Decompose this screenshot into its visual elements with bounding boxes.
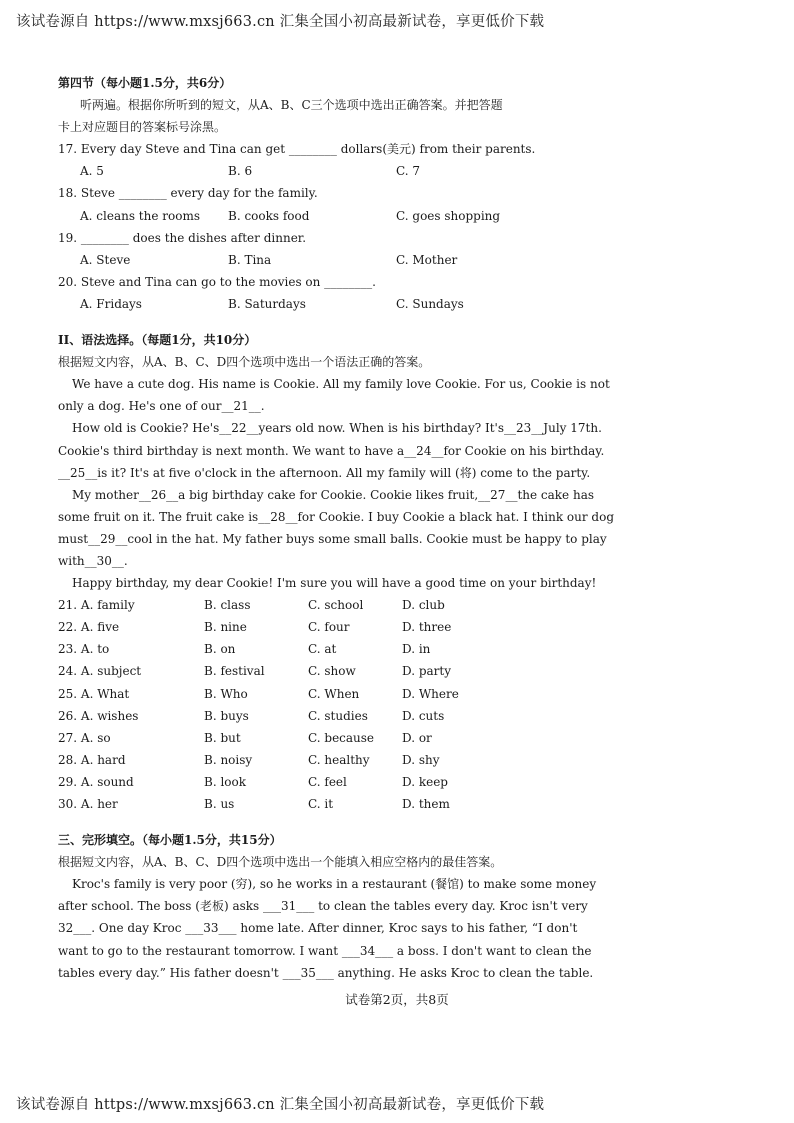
section2-heading: II、语法选择。（每题1分，共10分）: [58, 333, 257, 348]
source-banner-bottom: 该试卷源自 https://www.mxsj663.cn 汇集全国小初高最新试卷，享更低价下载: [16, 1097, 545, 1113]
option-a: 24. A. subject: [58, 664, 142, 679]
passage-line: after school. The boss (老板) asks ___31___ to clean the tables every day. Kroc isn't very: [58, 899, 588, 914]
passage-line: with__30__.: [58, 553, 128, 568]
option-row-30: [58, 793, 558, 815]
section4-question-17: [58, 138, 558, 182]
question-stem: 20. Steve and Tina can go to the movies on ________.: [58, 274, 376, 289]
option-c: C. goes shopping: [396, 208, 501, 223]
passage-line: tables every day.” His father doesn't ___35___ anything. He asks Kroc to clean the table.: [58, 965, 594, 980]
question-options: [58, 160, 558, 182]
passage-line: want to go to the restaurant tomorrow. I want ___34___ a boss. I don't want to clean the: [58, 943, 592, 958]
option-c: C. Sundays: [396, 296, 464, 311]
grammar-options: [58, 594, 558, 815]
passage-line: We have a cute dog. His name is Cookie. All my family love Cookie. For us, Cookie is not: [72, 377, 610, 392]
option-a: A. Steve: [80, 252, 131, 267]
section-gap: [58, 815, 558, 829]
option-a: 26. A. wishes: [58, 708, 139, 723]
option-b: B. Saturdays: [228, 296, 306, 311]
option-b: B. 6: [228, 164, 253, 179]
option-c: C. it: [308, 797, 334, 811]
page-number: 试卷第2页，共8页: [345, 992, 449, 1007]
option-b: B. Tina: [228, 252, 272, 267]
option-b: B. noisy: [204, 752, 253, 767]
option-c: C. because: [308, 730, 375, 745]
option-c: C. healthy: [308, 752, 370, 767]
section4-instruction-line2: 卡上对应题目的答案标号涂黑。: [58, 120, 227, 135]
option-d: D. shy: [402, 752, 440, 767]
section4-heading: 第四节（每小题1.5分，共6分）: [58, 76, 232, 90]
option-a: A. 5: [80, 164, 104, 179]
option-a: 21. A. family: [58, 598, 135, 613]
section4-question-19: [58, 227, 558, 271]
section4-question-18: [58, 182, 558, 226]
option-a: 23. A. to: [58, 642, 110, 657]
option-d: D. or: [402, 730, 432, 745]
option-d: D. club: [402, 598, 445, 613]
option-d: D. cuts: [402, 708, 445, 723]
option-d: D. keep: [402, 774, 448, 789]
option-b: B. Who: [204, 686, 248, 701]
option-a: 25. A. What: [58, 686, 130, 701]
passage-line: Happy birthday, my dear Cookie! I'm sure you will have a good time on your birthday!: [72, 576, 597, 591]
question-stem: 19. ________ does the dishes after dinner.: [58, 230, 307, 245]
passage-line: My mother__26__a big birthday cake for Cookie. Cookie likes fruit,__27__the cake has: [72, 487, 595, 502]
passage-line: Cookie's third birthday is next month. We want to have a__24__for Cookie on his birthday.: [58, 443, 605, 458]
option-d: D. Where: [402, 686, 459, 701]
option-row-22: [58, 616, 558, 638]
option-c: C. school: [308, 598, 364, 613]
option-row-28: [58, 749, 558, 771]
option-c: C. at: [308, 642, 337, 657]
option-b: B. but: [204, 730, 241, 745]
option-b: B. festival: [204, 664, 265, 679]
section4-question-20: [58, 271, 558, 315]
option-row-25: [58, 683, 558, 705]
option-row-27: [58, 727, 558, 749]
option-c: C. studies: [308, 708, 368, 723]
question-options: [58, 293, 558, 315]
option-b: B. us: [204, 797, 235, 811]
passage-line: must__29__cool in the hat. My father buys some small balls. Cookie must be happy to play: [58, 531, 607, 546]
question-stem: 17. Every day Steve and Tina can get ________ dollars(美元) from their parents.: [58, 142, 536, 157]
option-a: 30. A. her: [58, 797, 118, 811]
option-row-24: [58, 660, 558, 682]
question-options: [58, 205, 558, 227]
option-d: D. party: [402, 664, 451, 679]
option-b: B. buys: [204, 708, 249, 723]
option-row-21: [58, 594, 558, 616]
passage-line: 32___. One day Kroc ___33___ home late. After dinner, Kroc says to his father, “I don't: [58, 921, 578, 936]
option-a: 28. A. hard: [58, 752, 126, 767]
section4-instruction-line1: 听两遍。根据你所听到的短文，从A、B、C三个选项中选出正确答案。并把答题: [80, 98, 503, 113]
question-options: [58, 249, 558, 271]
option-c: C. show: [308, 664, 356, 679]
option-row-26: [58, 705, 558, 727]
passage-line: __25__is it? It's at five o'clock in the afternoon. All my family will (将) come to the party.: [58, 465, 591, 480]
section3-heading: 三、完形填空。（每小题1.5分，共15分）: [58, 833, 282, 848]
option-c: C. feel: [308, 774, 347, 789]
option-a: 22. A. five: [58, 620, 120, 635]
option-a: 27. A. so: [58, 730, 111, 745]
grammar-passage: [58, 373, 615, 594]
option-b: B. cooks food: [228, 208, 310, 223]
cloze-passage: [58, 873, 597, 983]
question-stem: 18. Steve ________ every day for the family.: [58, 186, 318, 201]
option-b: B. nine: [204, 620, 247, 635]
option-a: A. Fridays: [80, 296, 142, 311]
option-d: D. them: [402, 797, 450, 811]
section2-instruction: 根据短文内容，从A、B、C、D四个选项中选出一个语法正确的答案。: [58, 355, 431, 370]
option-c: C. four: [308, 620, 350, 635]
option-b: B. class: [204, 598, 251, 613]
source-banner-top: 该试卷源自 https://www.mxsj663.cn 汇集全国小初高最新试卷，享更低价下载: [16, 14, 545, 30]
passage-line: Kroc's family is very poor (穷), so he works in a restaurant (餐馆) to make some money: [72, 877, 597, 892]
option-row-29: [58, 771, 558, 793]
option-row-23: [58, 638, 558, 660]
option-d: D. three: [402, 620, 452, 635]
option-a: A. cleans the rooms: [80, 208, 200, 223]
section-gap: [58, 315, 558, 329]
option-a: 29. A. sound: [58, 774, 134, 789]
passage-line: some fruit on it. The fruit cake is__28__for Cookie. I buy Cookie a black hat. I think our dog: [58, 509, 615, 524]
option-c: C. Mother: [396, 252, 458, 267]
option-b: B. on: [204, 642, 236, 657]
option-c: C. When: [308, 686, 360, 701]
option-c: C. 7: [396, 164, 421, 179]
passage-line: only a dog. He's one of our__21__.: [58, 399, 265, 414]
option-b: B. look: [204, 774, 247, 789]
section3-instruction: 根据短文内容，从A、B、C、D四个选项中选出一个能填入相应空格内的最佳答案。: [58, 855, 503, 870]
exam-page: [58, 72, 615, 984]
passage-line: How old is Cookie? He's__22__years old now. When is his birthday? It's__23__July 17th.: [72, 421, 602, 436]
option-d: D. in: [402, 642, 431, 657]
